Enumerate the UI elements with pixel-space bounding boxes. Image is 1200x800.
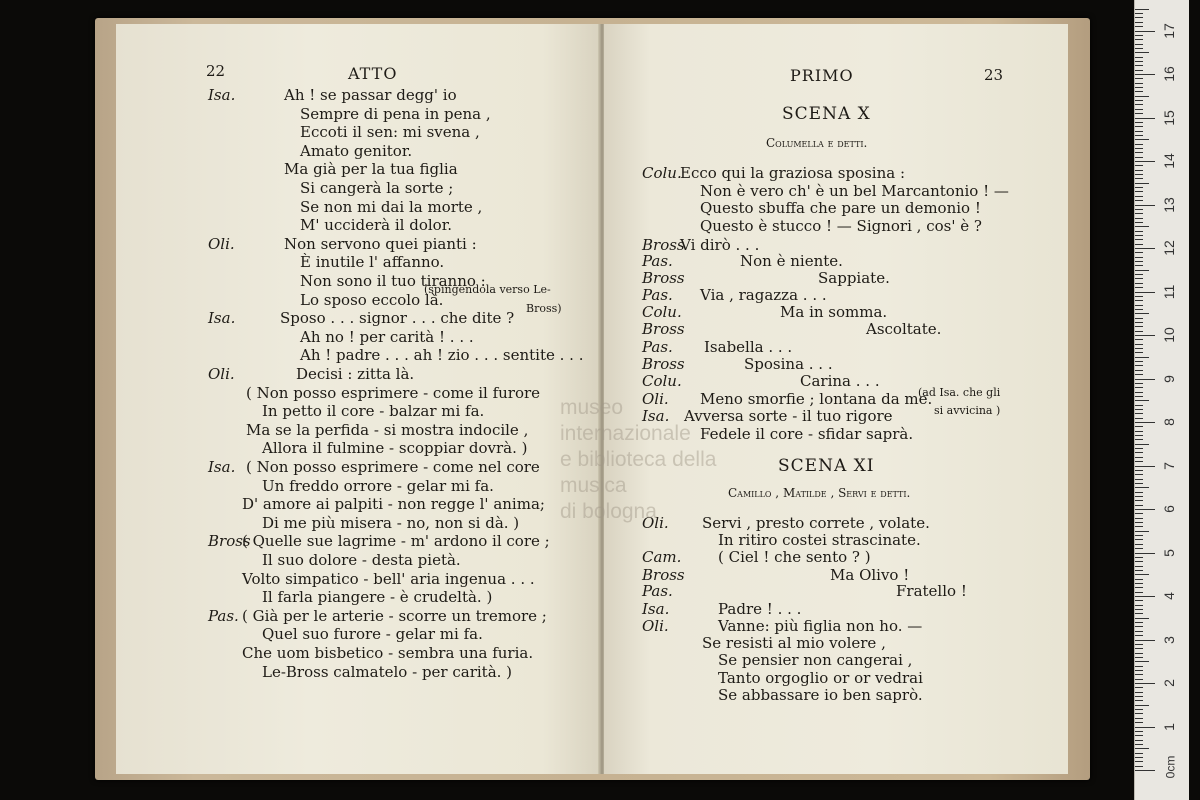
verse-line: ( Non posso esprimere - come il furore (246, 383, 541, 402)
ruler-tick (1135, 631, 1143, 632)
ruler-tick (1135, 9, 1149, 10)
stage-direction: si avvicina ) (934, 404, 1001, 417)
ruler-tick (1135, 48, 1143, 49)
ruler-number: 14 (1161, 153, 1177, 169)
ruler-tick (1135, 44, 1143, 45)
ruler-tick (1135, 17, 1143, 18)
watermark-line: di bologna (560, 500, 657, 523)
ruler-tick (1135, 83, 1143, 84)
ruler-tick (1135, 657, 1143, 658)
verse-line: Non sono il tuo tiranno : (300, 272, 486, 290)
ruler-tick (1135, 257, 1143, 258)
ruler-tick (1135, 261, 1143, 262)
ruler-tick (1135, 544, 1143, 545)
verse-line: Ah ! se passar degg' io (284, 86, 457, 104)
scene-x-characters: Columella e detti. (766, 136, 868, 150)
ruler-tick (1135, 65, 1143, 66)
ruler-tick (1135, 709, 1143, 710)
ruler-number: 17 (1161, 22, 1177, 39)
ruler-tick (1135, 400, 1149, 401)
ruler-tick (1135, 161, 1155, 162)
ruler-tick (1135, 648, 1143, 649)
ruler-tick (1135, 561, 1143, 562)
ruler-tick (1135, 91, 1143, 92)
verse-line: Quel suo furore - gelar mi fa. (262, 625, 483, 644)
ruler-tick (1135, 609, 1143, 610)
ruler-tick (1135, 335, 1155, 336)
verse-line: Le-Bross calmatelo - per carità. ) (262, 662, 513, 681)
ruler-tick (1135, 700, 1143, 701)
ruler-tick (1135, 187, 1143, 188)
watermark-line: e biblioteca della musica (560, 448, 717, 497)
ruler-tick (1135, 448, 1143, 449)
verse-line: È inutile l' affanno. (300, 253, 445, 272)
speaker-label: Isa. (208, 86, 236, 104)
ruler-tick (1135, 118, 1155, 119)
ruler-tick (1135, 770, 1155, 771)
verse-line: Sappiate. (818, 269, 890, 287)
verse-line: D' amore ai palpiti - non regge l' anima; (242, 495, 545, 514)
ruler-tick (1135, 600, 1143, 601)
verse-line: Ecco qui la graziosa sposina : (680, 164, 905, 182)
verse-line: Ascoltate. (866, 320, 942, 338)
ruler-tick (1135, 296, 1143, 297)
speaker-label: Isa. (642, 407, 670, 425)
ruler-tick (1135, 239, 1143, 240)
ruler-tick (1135, 165, 1143, 166)
ruler-tick (1135, 392, 1143, 393)
speaker-label: Pas. (642, 252, 673, 270)
verse-line: Ma già per la tua figlia (284, 160, 458, 179)
speaker-label: Bross (642, 269, 685, 287)
verse-line: Meno smorfie ; lontana da me. (700, 390, 933, 408)
ruler-tick (1135, 191, 1143, 192)
ruler-tick (1135, 157, 1143, 158)
ruler-tick (1135, 613, 1143, 614)
speaker-label: Isa. (642, 600, 670, 618)
speaker-label: Isa. (208, 458, 236, 476)
ruler-tick (1135, 479, 1143, 480)
ruler-tick (1135, 248, 1155, 249)
ruler-tick (1135, 405, 1143, 406)
scene-x-title: SCENA X (782, 104, 871, 124)
speaker-label: Pas. (208, 606, 239, 625)
ruler-tick (1135, 444, 1149, 445)
verse-line: Il suo dolore - desta pietà. (262, 551, 461, 569)
ruler-tick (1135, 653, 1143, 654)
verse-line: Vi dirò . . . (680, 236, 760, 254)
ruler-tick (1135, 740, 1143, 741)
ruler-tick (1135, 735, 1143, 736)
ruler-tick (1135, 61, 1143, 62)
scene-xi-characters: Camillo , Matilde , Servi e detti. (728, 486, 911, 500)
ruler-number: 9 (1161, 374, 1177, 383)
verse-line: Fratello ! (896, 582, 967, 600)
ruler-tick (1135, 531, 1149, 532)
ruler-tick (1135, 470, 1143, 471)
ruler-number: 15 (1161, 109, 1177, 126)
ruler-number: 10 (1161, 327, 1177, 343)
ruler-tick (1135, 209, 1143, 210)
ruler-tick (1135, 361, 1143, 362)
verse-line: Questo è stucco ! — Signori , cos' è ? (700, 217, 982, 235)
verse-line: Eccoti il sen: mi svena , (300, 123, 480, 142)
ruler-tick (1135, 687, 1143, 688)
ruler-tick (1135, 483, 1143, 484)
speaker-label: Bross (642, 236, 685, 254)
ruler-tick (1135, 309, 1143, 310)
ruler-tick (1135, 718, 1143, 719)
left-running-head: ATTO (348, 64, 398, 83)
ruler-tick (1135, 626, 1143, 627)
stage-direction: (ad Isa. che gli (918, 386, 1001, 399)
ruler-tick (1135, 713, 1143, 714)
ruler-tick (1135, 727, 1155, 728)
ruler-tick (1135, 426, 1143, 427)
ruler-tick (1135, 200, 1143, 201)
speaker-label: Bross (642, 320, 685, 338)
verse-line: Ma se la perfida - si mostra indocile , (246, 420, 529, 439)
ruler-unit: 0cm (1163, 755, 1178, 779)
ruler-tick (1135, 579, 1143, 580)
ruler-tick (1135, 592, 1143, 593)
ruler-number: 2 (1161, 679, 1177, 687)
verse-line: M' ucciderà il dolor. (300, 216, 452, 235)
ruler-tick (1135, 635, 1143, 636)
ruler-tick (1135, 409, 1143, 410)
verse-line: Se abbassare io ben saprò. (718, 686, 923, 704)
ruler-tick (1135, 274, 1143, 275)
ruler-tick (1135, 265, 1143, 266)
ruler-tick (1135, 52, 1149, 53)
ruler-tick (1135, 753, 1143, 754)
verse-line: Volto simpatico - bell' aria ingenua . . . (242, 569, 535, 588)
ruler-tick (1135, 452, 1143, 453)
measurement-ruler (1134, 0, 1189, 800)
verse-line: Servi , presto correte , volate. (702, 514, 930, 532)
ruler-tick (1135, 535, 1143, 536)
verse-line: Non è niente. (740, 252, 843, 270)
ruler-tick (1135, 661, 1149, 662)
ruler-tick (1135, 679, 1143, 680)
ruler-tick (1135, 618, 1149, 619)
ruler-tick (1135, 287, 1143, 288)
ruler-tick (1135, 505, 1143, 506)
ruler-tick (1135, 270, 1149, 271)
ruler-tick (1135, 413, 1143, 414)
ruler-tick (1135, 74, 1155, 75)
ruler-tick (1135, 466, 1155, 467)
ruler-tick (1135, 122, 1143, 123)
ruler-tick (1135, 722, 1143, 723)
ruler-tick (1135, 318, 1143, 319)
verse-line: In petto il core - balzar mi fa. (262, 402, 485, 421)
ruler-tick (1135, 570, 1143, 571)
ruler-tick (1135, 487, 1149, 488)
speaker-label: Bross (642, 355, 685, 373)
scene-xi-title: SCENA XI (778, 456, 875, 476)
verse-line: Ma Olivo ! (830, 566, 910, 584)
ruler-tick (1135, 539, 1143, 540)
ruler-tick (1135, 278, 1143, 279)
ruler-tick (1135, 213, 1143, 214)
ruler-tick (1135, 418, 1143, 419)
ruler-number: 6 (1161, 505, 1177, 513)
ruler-tick (1135, 431, 1143, 432)
ruler-tick (1135, 218, 1143, 219)
left-page-number: 22 (206, 62, 226, 80)
verse-line: Isabella . . . (704, 338, 793, 356)
verse-line: Sposo . . . signor . . . che dite ? (280, 309, 515, 328)
ruler-tick (1135, 39, 1143, 40)
ruler-number: 12 (1161, 240, 1177, 256)
verse-line: ( Non posso esprimere - come nel core (246, 458, 540, 476)
verse-line: Tanto orgoglio or or vedrai (718, 669, 923, 687)
ruler-tick (1135, 513, 1143, 514)
ruler-tick (1135, 322, 1143, 323)
verse-line: Lo sposo eccolo là. (300, 290, 444, 309)
speaker-label: Colu. (642, 303, 682, 321)
ruler-tick (1135, 379, 1155, 380)
ruler-tick (1135, 439, 1143, 440)
ruler-tick (1135, 152, 1143, 153)
ruler-tick (1135, 574, 1149, 575)
ruler-tick (1135, 744, 1143, 745)
ruler-tick (1135, 692, 1143, 693)
ruler-number: 8 (1161, 418, 1177, 426)
ruler-tick (1135, 244, 1143, 245)
stage-direction: Bross) (526, 302, 562, 315)
ruler-number: 16 (1161, 66, 1177, 82)
speaker-label: Pas. (642, 286, 673, 304)
ruler-tick (1135, 339, 1143, 340)
speaker-label: Oli. (208, 234, 235, 253)
verse-line: In ritiro costei strascinate. (718, 531, 921, 549)
ruler-tick (1135, 500, 1143, 501)
ruler-tick (1135, 566, 1143, 567)
speaker-label: Cam. (642, 548, 682, 566)
ruler-tick (1135, 292, 1155, 293)
verse-line: Se resisti al mio volere , (702, 634, 886, 652)
verse-line: Il farla piangere - è crudeltà. ) (262, 588, 493, 607)
ruler-tick (1135, 748, 1149, 749)
ruler-tick (1135, 666, 1143, 667)
ruler-tick (1135, 583, 1143, 584)
ruler-tick (1135, 605, 1143, 606)
ruler-tick (1135, 113, 1143, 114)
speaker-label: Oli. (208, 365, 235, 383)
ruler-tick (1135, 300, 1143, 301)
ruler-tick (1135, 348, 1143, 349)
ruler-tick (1135, 31, 1155, 32)
ruler-tick (1135, 474, 1143, 475)
ruler-tick (1135, 731, 1143, 732)
ruler-tick (1135, 766, 1143, 767)
ruler-tick (1135, 178, 1143, 179)
verse-line: Non è vero ch' è un bel Marcantonio ! — (700, 182, 1009, 200)
ruler-number: 1 (1161, 722, 1177, 731)
verse-line: Non servono quei pianti : (284, 234, 477, 253)
ruler-tick (1135, 174, 1143, 175)
ruler-tick (1135, 526, 1143, 527)
speaker-label: Oli. (642, 617, 669, 635)
ruler-tick (1135, 126, 1143, 127)
verse-line: Sposina . . . (744, 355, 833, 373)
library-watermark (560, 395, 750, 545)
ruler-tick (1135, 344, 1143, 345)
speaker-label: Colu. (642, 164, 682, 182)
verse-line: Che uom bisbetico - sembra una furia. (242, 644, 534, 662)
verse-line: Carina . . . (800, 372, 880, 390)
verse-line: ( Già per le arterie - scorre un tremore ; (242, 606, 547, 625)
verse-line: Questo sbuffa che pare un demonio ! (700, 199, 981, 217)
watermark-line: museo internazionale (560, 396, 691, 445)
ruler-tick (1135, 205, 1155, 206)
speaker-label: Oli. (642, 514, 669, 532)
ruler-tick (1135, 757, 1143, 758)
verse-line: Decisi : zitta là. (296, 365, 415, 383)
ruler-tick (1135, 57, 1143, 58)
ruler-tick (1135, 305, 1143, 306)
right-running-head: PRIMO (790, 66, 854, 85)
ruler-tick (1135, 331, 1143, 332)
verse-line: Se pensier non cangerai , (718, 651, 913, 669)
ruler-tick (1135, 383, 1143, 384)
ruler-tick (1135, 374, 1143, 375)
ruler-tick (1135, 596, 1155, 597)
ruler-tick (1135, 670, 1143, 671)
ruler-tick (1135, 518, 1143, 519)
ruler-tick (1135, 109, 1143, 110)
verse-line: Amato genitor. (300, 141, 413, 160)
speaker-label: Pas. (642, 338, 673, 356)
ruler-tick (1135, 457, 1143, 458)
ruler-tick (1135, 144, 1143, 145)
verse-line: Vanne: più figlia non ho. — (718, 617, 923, 635)
ruler-tick (1135, 696, 1143, 697)
stage-direction: (spingendola verso Le- (424, 283, 551, 296)
ruler-tick (1135, 352, 1143, 353)
verse-line: Se non mi dai la morte , (300, 197, 483, 216)
ruler-tick (1135, 492, 1143, 493)
ruler-tick (1135, 22, 1143, 23)
verse-line: Sempre di pena in pena , (300, 104, 491, 123)
ruler-tick (1135, 222, 1143, 223)
ruler-tick (1135, 548, 1143, 549)
ruler-tick (1135, 640, 1155, 641)
ruler-tick (1135, 461, 1143, 462)
speaker-label: Isa. (208, 309, 236, 328)
ruler-tick (1135, 587, 1143, 588)
ruler-tick (1135, 283, 1143, 284)
ruler-tick (1135, 313, 1149, 314)
ruler-tick (1135, 104, 1143, 105)
ruler-tick (1135, 78, 1143, 79)
verse-line: Padre ! . . . (718, 600, 802, 618)
ruler-tick (1135, 509, 1155, 510)
verse-line: ( Quelle sue lagrime - m' ardono il core ; (242, 532, 550, 551)
ruler-tick (1135, 35, 1143, 36)
ruler-tick (1135, 139, 1149, 140)
ruler-tick (1135, 644, 1143, 645)
ruler-number: 4 (1161, 592, 1177, 600)
verse-line: Di me più misera - no, non si dà. ) (262, 513, 520, 532)
ruler-tick (1135, 553, 1155, 554)
verse-line: Ah ! padre . . . ah ! zio . . . sentite . . . (300, 346, 584, 365)
ruler-tick (1135, 131, 1143, 132)
ruler-tick (1135, 422, 1155, 423)
ruler-tick (1135, 705, 1149, 706)
ruler-tick (1135, 496, 1143, 497)
ruler-tick (1135, 674, 1143, 675)
ruler-tick (1135, 683, 1155, 684)
ruler-tick (1135, 13, 1143, 14)
ruler-tick (1135, 365, 1143, 366)
ruler-tick (1135, 26, 1143, 27)
ruler-tick (1135, 70, 1143, 71)
ruler-tick (1135, 557, 1143, 558)
ruler-tick (1135, 196, 1143, 197)
ruler-tick (1135, 370, 1143, 371)
ruler-tick (1135, 761, 1143, 762)
verse-line: Un freddo orrore - gelar mi fa. (262, 476, 494, 495)
verse-line: Allora il fulmine - scoppiar dovrà. ) (262, 439, 528, 458)
ruler-tick (1135, 100, 1143, 101)
verse-line: Via , ragazza . . . (700, 286, 827, 304)
ruler-tick (1135, 96, 1149, 97)
ruler-number: 13 (1161, 196, 1177, 213)
ruler-number: 5 (1161, 548, 1177, 557)
ruler-tick (1135, 226, 1149, 227)
ruler-tick (1135, 148, 1143, 149)
ruler-tick (1135, 396, 1143, 397)
verse-line: Fedele il core - sfidar saprà. (700, 425, 914, 443)
ruler-tick (1135, 357, 1149, 358)
verse-line: ( Ciel ! che sento ? ) (718, 548, 871, 566)
ruler-tick (1135, 87, 1143, 88)
verse-line: Ma in somma. (780, 303, 888, 321)
ruler-tick (1135, 235, 1143, 236)
ruler-tick (1135, 170, 1143, 171)
ruler-number: 11 (1161, 284, 1177, 299)
ruler-tick (1135, 135, 1143, 136)
left-page (116, 24, 601, 774)
verse-line: Ah no ! per carità ! . . . (300, 327, 474, 346)
speaker-label: Colu. (642, 372, 682, 390)
ruler-tick (1135, 387, 1143, 388)
speaker-label: Bross (642, 566, 685, 584)
verse-line: Si cangerà la sorte ; (300, 179, 454, 197)
right-page-number: 23 (984, 66, 1004, 84)
speaker-label: Pas. (642, 582, 673, 600)
ruler-tick (1135, 622, 1143, 623)
speaker-label: Oli. (642, 390, 669, 408)
ruler-tick (1135, 231, 1143, 232)
ruler-tick (1135, 522, 1143, 523)
ruler-number: 3 (1161, 635, 1177, 644)
verse-line: Avversa sorte - il tuo rigore (684, 407, 893, 425)
ruler-tick (1135, 183, 1149, 184)
ruler-tick (1135, 326, 1143, 327)
ruler-tick (1135, 252, 1143, 253)
ruler-tick (1135, 435, 1143, 436)
ruler-number: 7 (1161, 461, 1177, 470)
speaker-label: Bross (208, 532, 251, 551)
